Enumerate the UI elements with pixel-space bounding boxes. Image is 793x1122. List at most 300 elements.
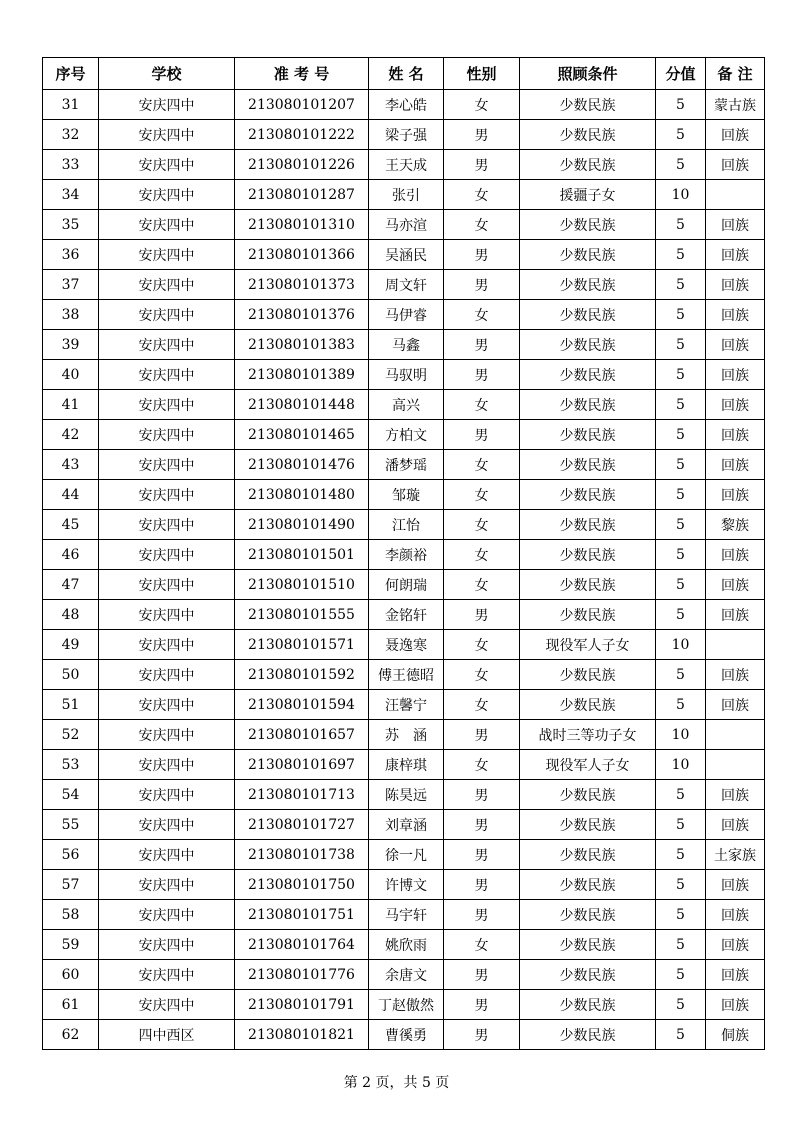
cell-score: 5 [656,810,706,840]
table-row [43,450,765,480]
cell-condition: 少数民族 [520,510,656,540]
cell-name: 何朗瑞 [369,570,444,600]
cell-condition: 少数民族 [520,870,656,900]
cell-seq: 51 [43,690,99,720]
cell-name: 李心皓 [369,90,444,120]
cell-score: 10 [656,180,706,210]
cell-score: 10 [656,630,706,660]
table-row [43,930,765,960]
cell-exam-no: 213080101476 [235,450,369,480]
cell-school: 安庆四中 [99,690,235,720]
cell-condition: 少数民族 [520,90,656,120]
cell-name: 张引 [369,180,444,210]
table-row [43,180,765,210]
cell-name: 金铭轩 [369,600,444,630]
cell-gender: 女 [444,690,520,720]
cell-name: 方柏文 [369,420,444,450]
col-header-name: 姓 名 [369,58,444,90]
cell-seq: 37 [43,270,99,300]
cell-score: 5 [656,900,706,930]
cell-name: 周文轩 [369,270,444,300]
cell-gender: 女 [444,930,520,960]
cell-school: 安庆四中 [99,180,235,210]
cell-remark: 回族 [706,930,765,960]
cell-school: 安庆四中 [99,990,235,1020]
cell-school: 安庆四中 [99,90,235,120]
cell-seq: 47 [43,570,99,600]
cell-remark [706,750,765,780]
cell-school: 安庆四中 [99,960,235,990]
cell-exam-no: 213080101592 [235,660,369,690]
table-row [43,330,765,360]
cell-remark: 回族 [706,330,765,360]
cell-gender: 女 [444,300,520,330]
cell-school: 安庆四中 [99,900,235,930]
cell-score: 5 [656,990,706,1020]
cell-exam-no: 213080101776 [235,960,369,990]
cell-gender: 男 [444,270,520,300]
cell-remark: 回族 [706,120,765,150]
cell-gender: 男 [444,420,520,450]
cell-name: 曹徯勇 [369,1020,444,1050]
cell-remark: 土家族 [706,840,765,870]
table-row [43,780,765,810]
cell-condition: 少数民族 [520,930,656,960]
cell-condition: 少数民族 [520,840,656,870]
cell-remark: 回族 [706,300,765,330]
table-row [43,690,765,720]
cell-gender: 女 [444,570,520,600]
cell-name: 马亦渲 [369,210,444,240]
cell-condition: 少数民族 [520,270,656,300]
cell-remark: 黎族 [706,510,765,540]
cell-seq: 31 [43,90,99,120]
cell-score: 5 [656,120,706,150]
cell-exam-no: 213080101376 [235,300,369,330]
cell-seq: 42 [43,420,99,450]
cell-score: 5 [656,660,706,690]
cell-seq: 62 [43,1020,99,1050]
cell-gender: 女 [444,90,520,120]
cell-condition: 现役军人子女 [520,750,656,780]
cell-condition: 援疆子女 [520,180,656,210]
cell-gender: 男 [444,840,520,870]
cell-seq: 60 [43,960,99,990]
cell-name: 傅王德昭 [369,660,444,690]
cell-seq: 48 [43,600,99,630]
cell-seq: 49 [43,630,99,660]
table-row [43,900,765,930]
cell-gender: 女 [444,480,520,510]
cell-school: 安庆四中 [99,630,235,660]
cell-exam-no: 213080101389 [235,360,369,390]
cell-gender: 男 [444,990,520,1020]
student-table [42,57,765,1050]
table-row [43,870,765,900]
cell-gender: 男 [444,600,520,630]
cell-condition: 少数民族 [520,660,656,690]
cell-remark: 回族 [706,150,765,180]
col-header-school: 学校 [99,58,235,90]
cell-exam-no: 213080101697 [235,750,369,780]
cell-name: 马宇轩 [369,900,444,930]
cell-score: 5 [656,510,706,540]
cell-seq: 34 [43,180,99,210]
cell-exam-no: 213080101738 [235,840,369,870]
cell-seq: 43 [43,450,99,480]
cell-seq: 56 [43,840,99,870]
col-header-exam-no: 准 考 号 [235,58,369,90]
cell-remark: 蒙古族 [706,90,765,120]
cell-score: 5 [656,480,706,510]
cell-school: 安庆四中 [99,300,235,330]
cell-exam-no: 213080101713 [235,780,369,810]
cell-condition: 少数民族 [520,540,656,570]
cell-condition: 现役军人子女 [520,630,656,660]
cell-exam-no: 213080101222 [235,120,369,150]
cell-gender: 男 [444,810,520,840]
cell-remark: 回族 [706,600,765,630]
cell-gender: 女 [444,630,520,660]
cell-seq: 32 [43,120,99,150]
cell-condition: 少数民族 [520,960,656,990]
cell-seq: 52 [43,720,99,750]
cell-exam-no: 213080101657 [235,720,369,750]
cell-gender: 女 [444,390,520,420]
cell-seq: 44 [43,480,99,510]
cell-condition: 少数民族 [520,390,656,420]
cell-name: 马驭明 [369,360,444,390]
cell-score: 5 [656,270,706,300]
table-row [43,540,765,570]
cell-name: 汪馨宁 [369,690,444,720]
cell-remark: 回族 [706,810,765,840]
table-row [43,240,765,270]
cell-school: 四中西区 [99,1020,235,1050]
cell-condition: 少数民族 [520,1020,656,1050]
cell-school: 安庆四中 [99,270,235,300]
cell-condition: 少数民族 [520,570,656,600]
cell-seq: 53 [43,750,99,780]
cell-condition: 少数民族 [520,420,656,450]
table-row [43,720,765,750]
cell-remark: 回族 [706,450,765,480]
cell-seq: 33 [43,150,99,180]
cell-remark: 侗族 [706,1020,765,1050]
table-row [43,660,765,690]
cell-gender: 女 [444,750,520,780]
cell-score: 5 [656,690,706,720]
cell-gender: 女 [444,510,520,540]
cell-gender: 女 [444,540,520,570]
cell-score: 5 [656,90,706,120]
cell-condition: 少数民族 [520,600,656,630]
cell-remark: 回族 [706,360,765,390]
cell-exam-no: 213080101764 [235,930,369,960]
cell-score: 5 [656,540,706,570]
cell-condition: 少数民族 [520,210,656,240]
cell-remark [706,720,765,750]
cell-exam-no: 213080101594 [235,690,369,720]
cell-school: 安庆四中 [99,930,235,960]
cell-school: 安庆四中 [99,390,235,420]
cell-exam-no: 213080101727 [235,810,369,840]
cell-name: 高兴 [369,390,444,420]
cell-seq: 38 [43,300,99,330]
cell-condition: 少数民族 [520,900,656,930]
cell-exam-no: 213080101751 [235,900,369,930]
col-header-remark: 备 注 [706,58,765,90]
col-header-score: 分值 [656,58,706,90]
cell-exam-no: 213080101555 [235,600,369,630]
cell-remark [706,630,765,660]
cell-exam-no: 213080101373 [235,270,369,300]
cell-score: 5 [656,840,706,870]
cell-remark: 回族 [706,990,765,1020]
cell-name: 许博文 [369,870,444,900]
cell-score: 5 [656,360,706,390]
cell-school: 安庆四中 [99,780,235,810]
cell-exam-no: 213080101480 [235,480,369,510]
table-row [43,270,765,300]
page-footer: 第 2 页，共 5 页 [343,1075,450,1091]
cell-seq: 54 [43,780,99,810]
cell-school: 安庆四中 [99,660,235,690]
cell-score: 10 [656,720,706,750]
header-row [43,58,765,90]
table-row [43,360,765,390]
cell-exam-no: 213080101501 [235,540,369,570]
cell-condition: 战时三等功子女 [520,720,656,750]
table-row [43,960,765,990]
cell-school: 安庆四中 [99,210,235,240]
cell-exam-no: 213080101287 [235,180,369,210]
cell-score: 5 [656,1020,706,1050]
cell-condition: 少数民族 [520,120,656,150]
cell-remark [706,180,765,210]
cell-gender: 男 [444,330,520,360]
cell-remark: 回族 [706,420,765,450]
cell-name: 梁子强 [369,120,444,150]
table-row [43,1020,765,1050]
cell-name: 余唐文 [369,960,444,990]
table-body [43,90,765,1050]
cell-remark: 回族 [706,270,765,300]
cell-name: 马伊睿 [369,300,444,330]
table-row [43,810,765,840]
cell-remark: 回族 [706,390,765,420]
table-row [43,750,765,780]
cell-exam-no: 213080101510 [235,570,369,600]
cell-condition: 少数民族 [520,360,656,390]
cell-condition: 少数民族 [520,690,656,720]
cell-school: 安庆四中 [99,120,235,150]
cell-school: 安庆四中 [99,570,235,600]
cell-score: 5 [656,960,706,990]
cell-condition: 少数民族 [520,240,656,270]
cell-school: 安庆四中 [99,540,235,570]
cell-remark: 回族 [706,570,765,600]
cell-score: 10 [656,750,706,780]
cell-school: 安庆四中 [99,360,235,390]
cell-school: 安庆四中 [99,510,235,540]
cell-seq: 55 [43,810,99,840]
cell-seq: 57 [43,870,99,900]
cell-gender: 男 [444,240,520,270]
cell-remark: 回族 [706,660,765,690]
cell-score: 5 [656,390,706,420]
cell-remark: 回族 [706,900,765,930]
cell-exam-no: 213080101207 [235,90,369,120]
cell-name: 姚欣雨 [369,930,444,960]
cell-condition: 少数民族 [520,480,656,510]
cell-score: 5 [656,210,706,240]
cell-exam-no: 213080101310 [235,210,369,240]
table-row [43,570,765,600]
cell-condition: 少数民族 [520,810,656,840]
cell-school: 安庆四中 [99,420,235,450]
cell-school: 安庆四中 [99,330,235,360]
table-header [43,58,765,90]
cell-name: 康梓琪 [369,750,444,780]
cell-seq: 50 [43,660,99,690]
cell-score: 5 [656,780,706,810]
cell-condition: 少数民族 [520,300,656,330]
cell-condition: 少数民族 [520,990,656,1020]
cell-name: 潘梦瑶 [369,450,444,480]
cell-gender: 男 [444,870,520,900]
cell-school: 安庆四中 [99,750,235,780]
cell-seq: 58 [43,900,99,930]
cell-gender: 男 [444,150,520,180]
cell-score: 5 [656,420,706,450]
table-row [43,510,765,540]
table-row [43,120,765,150]
cell-exam-no: 213080101465 [235,420,369,450]
cell-exam-no: 213080101490 [235,510,369,540]
cell-name: 吴涵民 [369,240,444,270]
cell-seq: 59 [43,930,99,960]
cell-score: 5 [656,150,706,180]
cell-score: 5 [656,600,706,630]
cell-remark: 回族 [706,210,765,240]
cell-name: 徐一凡 [369,840,444,870]
cell-name: 刘章涵 [369,810,444,840]
cell-condition: 少数民族 [520,150,656,180]
cell-score: 5 [656,930,706,960]
cell-seq: 46 [43,540,99,570]
cell-gender: 男 [444,780,520,810]
col-header-seq: 序号 [43,58,99,90]
cell-remark: 回族 [706,690,765,720]
cell-exam-no: 213080101791 [235,990,369,1020]
cell-seq: 36 [43,240,99,270]
cell-name: 聂逸寒 [369,630,444,660]
cell-gender: 男 [444,720,520,750]
cell-gender: 女 [444,210,520,240]
cell-seq: 41 [43,390,99,420]
cell-gender: 女 [444,450,520,480]
cell-name: 陈昊远 [369,780,444,810]
cell-school: 安庆四中 [99,600,235,630]
cell-exam-no: 213080101366 [235,240,369,270]
cell-school: 安庆四中 [99,450,235,480]
cell-condition: 少数民族 [520,450,656,480]
cell-remark: 回族 [706,780,765,810]
cell-gender: 女 [444,660,520,690]
cell-name: 王天成 [369,150,444,180]
table-row [43,990,765,1020]
cell-name: 马鑫 [369,330,444,360]
cell-remark: 回族 [706,480,765,510]
col-header-gender: 性别 [444,58,520,90]
cell-gender: 男 [444,120,520,150]
cell-remark: 回族 [706,960,765,990]
cell-name: 李颜裕 [369,540,444,570]
cell-school: 安庆四中 [99,840,235,870]
cell-remark: 回族 [706,240,765,270]
cell-gender: 男 [444,360,520,390]
table-row [43,90,765,120]
cell-gender: 男 [444,900,520,930]
cell-school: 安庆四中 [99,150,235,180]
cell-school: 安庆四中 [99,240,235,270]
cell-score: 5 [656,570,706,600]
cell-gender: 男 [444,960,520,990]
table-row [43,210,765,240]
cell-score: 5 [656,300,706,330]
cell-condition: 少数民族 [520,780,656,810]
table-row [43,600,765,630]
cell-condition: 少数民族 [520,330,656,360]
cell-school: 安庆四中 [99,810,235,840]
table-row [43,390,765,420]
cell-exam-no: 213080101571 [235,630,369,660]
cell-score: 5 [656,870,706,900]
cell-school: 安庆四中 [99,870,235,900]
table-row [43,480,765,510]
cell-exam-no: 213080101383 [235,330,369,360]
table-row [43,840,765,870]
cell-score: 5 [656,330,706,360]
cell-score: 5 [656,450,706,480]
table-row [43,300,765,330]
cell-exam-no: 213080101750 [235,870,369,900]
cell-exam-no: 213080101226 [235,150,369,180]
cell-school: 安庆四中 [99,480,235,510]
cell-gender: 女 [444,180,520,210]
cell-remark: 回族 [706,540,765,570]
cell-name: 江怡 [369,510,444,540]
cell-score: 5 [656,240,706,270]
cell-seq: 45 [43,510,99,540]
cell-name: 邹璇 [369,480,444,510]
cell-seq: 35 [43,210,99,240]
cell-seq: 39 [43,330,99,360]
table-row [43,150,765,180]
table-row [43,420,765,450]
col-header-condition: 照顾条件 [520,58,656,90]
cell-gender: 男 [444,1020,520,1050]
cell-remark: 回族 [706,870,765,900]
cell-seq: 61 [43,990,99,1020]
cell-name: 丁赵傲然 [369,990,444,1020]
cell-school: 安庆四中 [99,720,235,750]
cell-name: 苏 涵 [369,720,444,750]
cell-seq: 40 [43,360,99,390]
cell-exam-no: 213080101821 [235,1020,369,1050]
table-row [43,630,765,660]
